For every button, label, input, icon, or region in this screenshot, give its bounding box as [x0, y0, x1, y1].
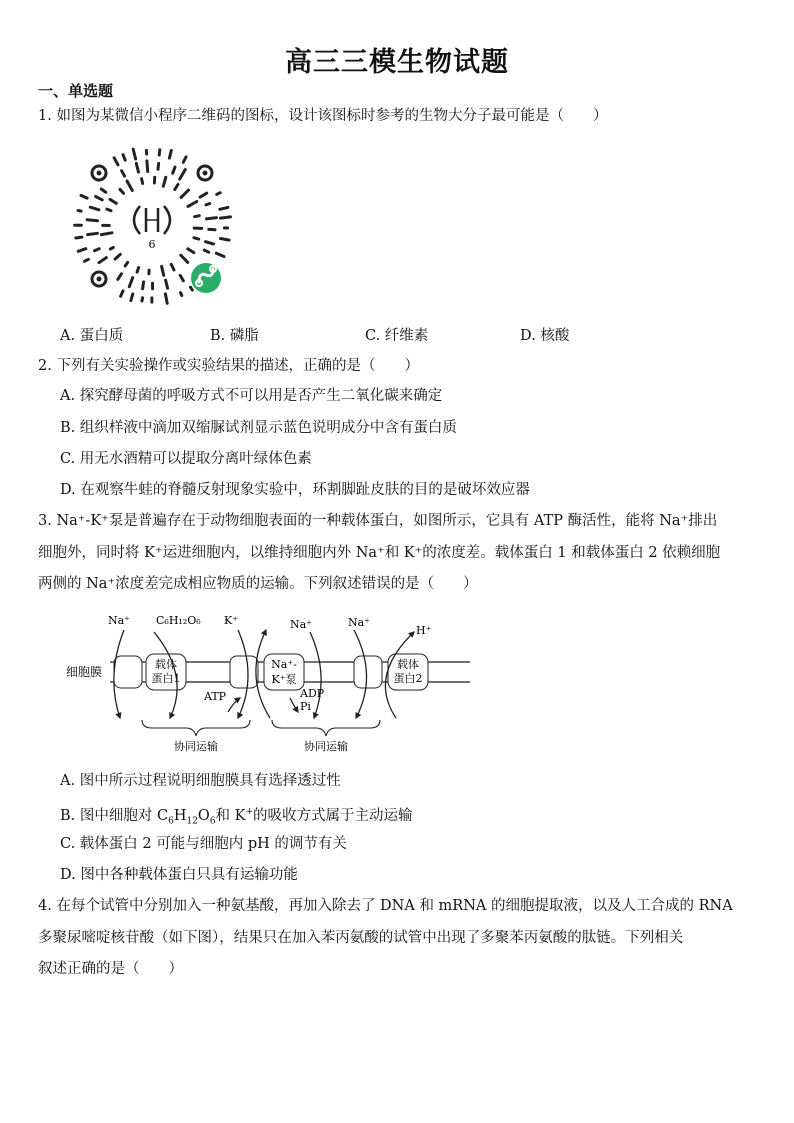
- code-dash: [206, 204, 210, 205]
- code-dash: [90, 207, 99, 210]
- subscript: 12: [186, 816, 198, 827]
- code-dash: [188, 202, 197, 207]
- q2-stem: 2. 下列有关实验操作或实验结果的描述，正确的是（ ）: [38, 358, 419, 374]
- code-dash: [129, 278, 132, 287]
- code-dash: [206, 242, 214, 244]
- code-dash: [142, 298, 143, 301]
- q1-option-d[interactable]: D. 核酸: [520, 328, 570, 344]
- k-label: K⁺: [224, 614, 239, 627]
- carrier1-label-line2: 蛋白1: [151, 672, 181, 685]
- miniprogram-badge-icon: [191, 263, 221, 293]
- subscript: 6: [168, 816, 174, 827]
- miniprogram-code-icon: [62, 136, 242, 316]
- code-dash: [118, 274, 122, 280]
- code-dash: [162, 266, 164, 275]
- section-heading: 一、单选题: [38, 82, 114, 100]
- q4-stem-line3: 叙述正确的是（ ）: [38, 961, 183, 977]
- q2-option-a[interactable]: A. 探究酵母菌的呼吸方式不可以用是否产生二氧化碳来确定: [60, 388, 443, 404]
- code-dash: [158, 163, 159, 169]
- h-label: H⁺: [416, 624, 432, 637]
- pi-label: Pi: [300, 700, 311, 713]
- superscript: +: [245, 807, 254, 817]
- code-dash: [87, 220, 97, 221]
- code-dash: [123, 155, 125, 161]
- q1-option-a[interactable]: A. 蛋白质: [60, 328, 124, 344]
- q3-option-b-text: H: [173, 807, 187, 824]
- code-dash: [142, 179, 143, 184]
- dna-logo-icon: [134, 206, 170, 234]
- q1-option-b[interactable]: B. 磷脂: [210, 328, 259, 344]
- code-dash: [173, 167, 175, 173]
- carrier2-label-line1: 载体: [397, 658, 419, 671]
- code-dash: [115, 254, 120, 259]
- na-label-1: Na⁺: [108, 614, 130, 627]
- protein-block: [230, 656, 258, 688]
- cotransport-label-2: 协同运输: [304, 740, 348, 753]
- code-dash: [181, 293, 182, 296]
- code-dash: [200, 193, 207, 197]
- code-dash: [137, 268, 139, 273]
- q4-stem-line2: 多聚尿嘧啶核苷酸（如下图），结果只在加入苯丙氨酸的试管中出现了多聚苯丙氨酸的肽链。下列相关: [38, 930, 684, 946]
- code-dash: [217, 193, 221, 195]
- carrier1-label-line1: 载体: [155, 658, 177, 671]
- pump-label-line2: K⁺泵: [271, 673, 297, 686]
- q3-option-b-text: B. 图中细胞对 C: [60, 807, 169, 824]
- membrane-label: 细胞膜: [66, 665, 103, 679]
- code-dash: [221, 239, 230, 241]
- q1-stem: 1. 如图为某微信小程序二维码的图标，设计该图标时参考的生物大分子最可能是（ ）: [38, 108, 608, 124]
- code-dash: [166, 280, 168, 288]
- code-dash: [120, 189, 124, 193]
- code-dash: [133, 149, 135, 159]
- q3-stem-line3: 两侧的 Na⁺浓度差完成相应物质的运输。下列叙述错误的是（ ）: [38, 576, 478, 592]
- code-dash: [81, 195, 87, 198]
- adp-label: ADP: [300, 687, 325, 700]
- code-dash: [110, 199, 116, 203]
- q3-stem-line2: 细胞外，同时将 K⁺运进细胞内，以维持细胞内外 Na⁺和 K⁺的浓度差。载体蛋白 1 和载体蛋白 2 依赖细胞: [38, 545, 721, 561]
- q3-option-d[interactable]: D. 图中各种载体蛋白只具有运输功能: [60, 867, 298, 883]
- code-dash: [114, 158, 118, 165]
- q3-option-b[interactable]: [60, 802, 413, 832]
- code-dash: [163, 177, 166, 186]
- icon-center-number: 6: [148, 238, 156, 251]
- code-dash: [99, 258, 106, 263]
- q1-options: [60, 324, 680, 346]
- q3-option-b-text: 和 K: [215, 807, 246, 824]
- code-dash: [181, 255, 188, 262]
- code-dash: [76, 237, 82, 238]
- code-dash: [169, 151, 171, 159]
- carrier2-label-line2: 蛋白2: [393, 672, 423, 685]
- code-dash: [107, 209, 111, 211]
- code-dash: [110, 248, 113, 250]
- code-dash: [180, 275, 183, 280]
- code-dash: [180, 170, 186, 179]
- code-dash: [78, 249, 86, 252]
- q2-option-b[interactable]: B. 组织样液中滴加双缩脲试剂显示蓝色说明成分中含有蛋白质: [60, 420, 457, 436]
- q3-option-b-text: O: [197, 807, 210, 824]
- protein-block: [114, 656, 142, 688]
- code-dash: [183, 157, 186, 162]
- code-dash: [147, 161, 148, 172]
- code-dash: [204, 250, 208, 252]
- subscript: 6: [209, 816, 216, 827]
- q3-option-b-text: 的吸收方式属于主动运输: [253, 807, 413, 824]
- code-dash: [101, 189, 106, 192]
- q4-stem-line1: 4. 在每个试管中分别加入一种氨基酸，再加入除去了 DNA 和 mRNA 的细胞提取液，以及人工合成的 RNA: [38, 898, 733, 914]
- code-dash: [191, 287, 193, 290]
- code-dash: [96, 196, 103, 200]
- code-dash: [195, 216, 200, 217]
- cotransport-label-1: 协同运输: [174, 740, 218, 753]
- code-dash: [78, 211, 81, 212]
- code-dash: [122, 171, 125, 176]
- code-dash: [85, 259, 89, 261]
- q3-option-c[interactable]: C. 载体蛋白 2 可能与细胞内 pH 的调节有关: [60, 836, 347, 852]
- na-label-3: Na⁺: [348, 616, 370, 629]
- code-dash: [125, 262, 127, 266]
- pump-label-line1: Na⁺-: [271, 658, 297, 671]
- glucose-label: C₆H₁₂O₆: [156, 614, 201, 627]
- q3-stem-line1: 3. Na⁺-K⁺泵是普遍存在于动物细胞表面的一种载体蛋白，如图所示，它具有 ATP 酶活性，能将 Na⁺排出: [38, 513, 718, 529]
- q2-option-d[interactable]: D. 在观察牛蛙的脊髓反射现象实验中，环割脚趾皮肤的目的是破坏效应器: [60, 482, 530, 498]
- code-dash: [188, 249, 194, 253]
- transport-diagram: [58, 606, 478, 756]
- code-dash: [159, 150, 160, 155]
- code-dash: [95, 249, 100, 251]
- code-dash: [121, 291, 123, 296]
- code-dash: [220, 217, 230, 218]
- code-dash: [220, 207, 228, 209]
- q2-option-c[interactable]: C. 用无水酒精可以提取分离叶绿体色素: [60, 451, 312, 467]
- code-dash: [207, 218, 217, 219]
- q1-option-c[interactable]: C. 纤维素: [365, 328, 429, 344]
- code-dash: [101, 233, 112, 235]
- code-dash: [175, 185, 178, 190]
- q3-option-a[interactable]: A. 图中所示过程说明细胞膜具有选择透过性: [60, 773, 341, 789]
- code-dash: [88, 233, 98, 234]
- code-dash: [194, 238, 199, 239]
- protein-block: [354, 656, 382, 688]
- code-dash: [165, 294, 167, 303]
- na-label-2: Na⁺: [290, 618, 312, 631]
- code-dash: [216, 253, 224, 256]
- code-dash: [171, 264, 174, 270]
- page-title: 高三三模生物试题: [285, 47, 509, 78]
- atp-label: ATP: [204, 690, 227, 703]
- code-dash: [143, 282, 144, 289]
- code-dash: [181, 190, 188, 197]
- code-dash: [136, 164, 138, 173]
- code-dash: [127, 181, 132, 191]
- code-dash: [131, 294, 133, 301]
